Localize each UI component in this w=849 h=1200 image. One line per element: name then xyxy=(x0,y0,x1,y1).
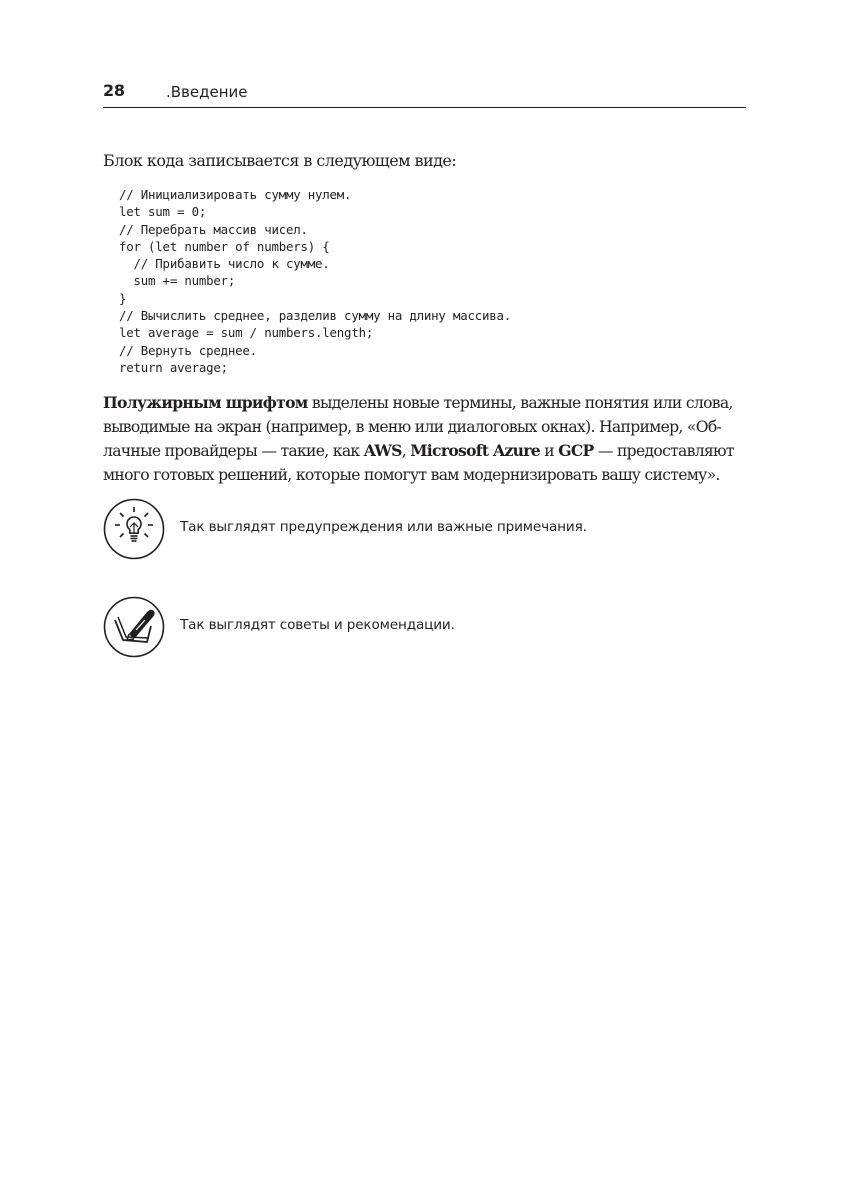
page-header xyxy=(103,80,746,108)
code-line: } xyxy=(119,290,127,306)
bold-term-aws: AWS xyxy=(363,441,402,460)
code-line: sum += number; xyxy=(119,273,236,289)
bold-term-gcp: GCP xyxy=(558,441,594,460)
paragraph-line-3 xyxy=(103,439,746,464)
paragraph-text: лачные провайдеры — такие, как xyxy=(103,442,364,460)
pen-note-icon xyxy=(103,596,165,658)
paragraph-text: и xyxy=(539,442,559,460)
code-line: let sum = 0; xyxy=(119,204,207,220)
code-line: for (let number of numbers) { xyxy=(119,238,330,254)
paragraph-line-2: выводимые на экран (например, в меню или диалоговых окнах). Например, «Об- xyxy=(103,417,722,436)
paragraph-text: выделены новые термины, важные понятия или слова, xyxy=(307,394,733,412)
code-line: // Вернуть среднее. xyxy=(119,342,257,358)
warning-callout xyxy=(103,498,746,560)
code-line: // Прибавить число к сумме. xyxy=(119,256,330,272)
code-line: // Вычислить среднее, разделив сумму на длину массива. xyxy=(119,308,512,324)
paragraph-text: — предоставляют xyxy=(593,442,734,460)
page-number: 28 xyxy=(103,81,125,100)
code-line: // Перебрать массив чисел. xyxy=(119,221,308,237)
code-line: return average; xyxy=(119,359,228,375)
bold-term-azure: Microsoft Azure xyxy=(410,441,540,460)
code-line: let average = sum / numbers.length; xyxy=(119,325,374,341)
paragraph-line-4: много готовых решений, которые помогут вам модернизировать вашу систему». xyxy=(103,465,720,484)
tip-callout xyxy=(103,596,746,658)
tip-text: Так выглядят советы и рекомендации. xyxy=(180,617,455,633)
paragraph-line-1 xyxy=(103,391,746,416)
bold-term: Полужирным шрифтом xyxy=(103,393,308,412)
code-block xyxy=(119,186,511,376)
body-paragraph xyxy=(103,391,746,487)
paragraph-text: , xyxy=(401,442,411,460)
code-line: // Инициализировать сумму нулем. xyxy=(119,187,352,202)
lightbulb-icon xyxy=(103,498,165,560)
running-title: .Введение xyxy=(166,83,248,101)
intro-text: Блок кода записывается в следующем виде: xyxy=(103,151,457,170)
warning-text: Так выглядят предупреждения или важные примечания. xyxy=(180,519,587,535)
